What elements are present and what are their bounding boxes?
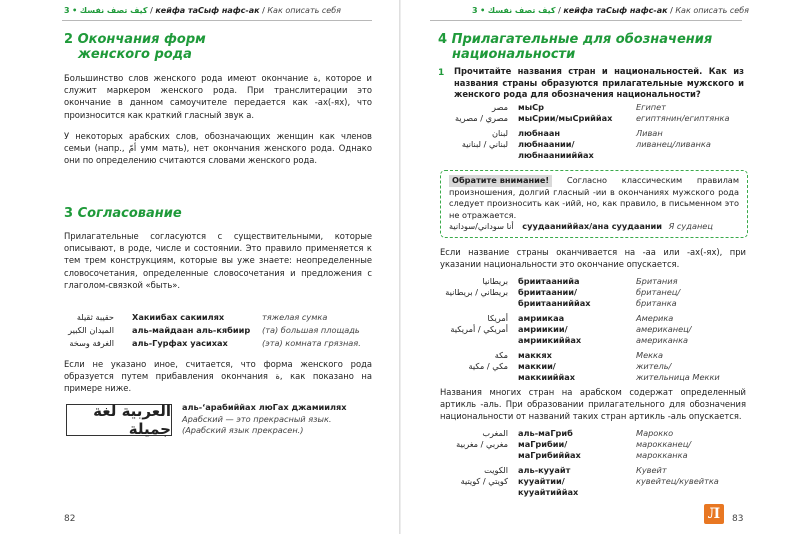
- nationality-russian-fem: британка: [636, 298, 677, 308]
- nationality-russian: ливанец/ливанка: [636, 139, 711, 149]
- paragraph-al-article: Названия многих стран на арабском содержат определенный артикль -аль. При образовании прилагательного для обозначения национальности от названий таких стран артикль -аль опускается.: [440, 387, 746, 422]
- agreement-example-row: [64, 338, 361, 349]
- nationality-translit: бриитаании/: [518, 287, 577, 297]
- running-head-russian: Как описать себя: [267, 6, 341, 15]
- country-russian: Америка: [636, 313, 674, 323]
- nationality-translit-fem: маккииййах: [518, 372, 576, 382]
- agreement-example-row: [64, 312, 328, 323]
- nationality-translit: амриикии/: [518, 324, 568, 334]
- nationality-arabic: أمريكي / أمريكية: [450, 324, 508, 334]
- calligraphy-image: [66, 404, 172, 436]
- running-head-translit: кейфа таСыф нафс-ак: [155, 6, 260, 15]
- nationality-translit: маГрибии/: [518, 439, 568, 449]
- publisher-logo: [704, 504, 724, 524]
- running-head-right: 3 • كيف تصف نفسك / кейфа таСыф нафс-ак / Как описать себя: [472, 6, 749, 15]
- country-translit: маккях: [518, 350, 552, 360]
- nationality-translit: кууайтии/: [518, 476, 565, 486]
- calligraphy-translit: аль-‘арабиййах люГах джамиилях: [182, 402, 347, 412]
- section-2-paragraph-1: Большинство слов женского рода имеют окончание ة, которое и служит маркером женского рода. При транслитерации это окончание в данном самоучителе передается как -ах(-ях), что произносится как краткий гласный звук а.: [64, 73, 372, 120]
- country-russian: Британия: [636, 276, 678, 286]
- section-2-heading: 2 Окончания форм женского рода: [64, 32, 206, 62]
- publisher-logo-letter: Л: [707, 506, 721, 522]
- nationality-russian: американец/: [636, 324, 692, 334]
- example-translit: аль-Гурфах уасихах: [132, 338, 228, 348]
- chapter-number: 3: [472, 6, 478, 15]
- exercise-instruction: Прочитайте названия стран и национальностей. Как из названия страны образуются прилагательные мужского и женского рода для обозначения национальности?: [454, 66, 744, 99]
- nationality-russian-fem: жительница Мекки: [636, 372, 720, 382]
- calligraphy-russian-2: (Арабский язык прекрасен.): [182, 425, 304, 435]
- nationality-russian: египтянин/египтянка: [636, 113, 730, 123]
- nationality-arabic: لبناني / لبنانية: [461, 139, 508, 149]
- nationality-russian: британец/: [636, 287, 681, 297]
- example-translit: аль-майдаан аль-кябиир: [132, 325, 251, 335]
- running-head-russian: Как описать себя: [675, 6, 749, 15]
- running-head-arabic: كيف تصف نفسك: [487, 6, 556, 15]
- running-head-rule: [430, 20, 742, 21]
- nationality-arabic: مكي / مكية: [468, 361, 508, 371]
- country-arabic: بريطانيا: [482, 276, 508, 286]
- running-head-rule: [62, 20, 372, 21]
- section-2-paragraph-2: У некоторых арабских слов, обозначающих женщин как членов семьи (напр., أمّ умм мать), нет окончания женского рода. Однако они по определению считаются словами женского рода.: [64, 131, 372, 166]
- section-3-heading: 3 Согласование: [64, 206, 182, 221]
- calligraphy-translation: [182, 402, 347, 437]
- note-example-translit: суудааниййах/ана суудаании: [522, 221, 663, 231]
- calligraphy-russian-1: Арабский — это прекрасный язык.: [182, 413, 332, 424]
- note-text: [449, 175, 739, 221]
- nationality-arabic: بريطاني / بريطانية: [445, 287, 508, 297]
- nationality-russian: марокканец/: [636, 439, 692, 449]
- note-example-arabic: أنا سوداني/سودانية: [449, 221, 514, 231]
- nationality-russian: житель/: [636, 361, 672, 371]
- page-number-left: 82: [64, 514, 76, 524]
- example-russian: тяжелая сумка: [262, 312, 328, 322]
- nationality-arabic: مصري / مصرية: [454, 113, 508, 123]
- country-translit: аль-маГриб: [518, 428, 573, 438]
- example-russian: (та) большая площадь: [262, 325, 360, 335]
- country-arabic: الكويت: [484, 465, 508, 475]
- running-head-translit: кейфа таСыф нафс-ак: [563, 6, 668, 15]
- paragraph-aa-ending: Если название страны оканчивается на -аа или -ах(-ях), при указании национальности это окончание опускается.: [440, 247, 746, 270]
- note-box: [440, 170, 748, 238]
- nationality-translit-fem: бриитааниййах: [518, 298, 591, 308]
- nationality-arabic: مغربي / مغربية: [456, 439, 508, 449]
- country-translit: аль-кууайт: [518, 465, 571, 475]
- country-translit: мыСр: [518, 102, 544, 112]
- nationality-translit-fem: кууайтиййах: [518, 487, 579, 497]
- country-translit: бриитаанийа: [518, 276, 580, 286]
- country-translit: любнаан: [518, 128, 561, 138]
- country-arabic: أمريكا: [487, 313, 508, 323]
- section-3-paragraph-1: Прилагательные согласуются с существительными, которые описывают, в роде, числе и состоянии. Это правило применяется к тем трем конструкциям, которые вы уже знаете: неопределенные словосочетания, определенные словосочетания и предложения с глаголом-связкой «быть».: [64, 231, 372, 290]
- example-translit: Хакиибах сакиилях: [132, 312, 225, 322]
- running-head-arabic: كيف تصف نفسك: [79, 6, 148, 15]
- section-4-heading: 4 Прилагательные для обозначения национальности: [438, 32, 713, 62]
- country-russian: Мекка: [636, 350, 664, 360]
- right-page: [400, 0, 800, 534]
- nationality-translit: мыСрии/мыСриййах: [518, 113, 613, 123]
- example-russian: (эта) комната грязная.: [262, 338, 361, 348]
- country-russian: Египет: [636, 102, 666, 112]
- country-arabic: لبنان: [492, 128, 508, 138]
- chapter-number: 3: [64, 6, 70, 15]
- example-arabic: حقيبة ثقيلة: [76, 312, 114, 322]
- nationality-translit: маккии/: [518, 361, 556, 371]
- nationality-translit-fem: любнаанииййах: [518, 150, 594, 160]
- note-example-russian: Я суданец: [668, 221, 713, 231]
- country-translit: амриикаа: [518, 313, 565, 323]
- note-example: [449, 221, 713, 232]
- exercise-number: 1: [438, 68, 445, 78]
- example-arabic: الغرفة وسخة: [69, 338, 114, 348]
- page-number-right: 83: [732, 514, 744, 524]
- calligraphy-text: العربية لغة جميلة: [93, 402, 171, 438]
- country-arabic: مكة: [494, 350, 508, 360]
- example-arabic: الميدان الكبير: [68, 325, 114, 335]
- agreement-example-row: [64, 325, 360, 336]
- country-russian: Кувейт: [636, 465, 667, 475]
- nationality-russian-fem: марокканка: [636, 450, 688, 460]
- nationality-arabic: كويتي / كويتية: [460, 476, 508, 486]
- country-russian: Ливан: [636, 128, 663, 138]
- nationality-translit-fem: амриикиййах: [518, 335, 582, 345]
- section-3-paragraph-2: Если не указано иное, считается, что форма женского рода образуется путем прибавления окончания ة, как показано на примере ниже.: [64, 359, 372, 394]
- country-arabic: مصر: [491, 102, 508, 112]
- note-title: Обратите внимание!: [449, 175, 552, 187]
- note-body: Согласно классическим правилам произношения, долгий гласный -ии в окончаниях мужского рода следует произносить как -ийй, но, как правило, в письменном это не отражается.: [449, 175, 739, 220]
- country-arabic: المغرب: [482, 428, 508, 438]
- nationality-translit-fem: маГрибиййах: [518, 450, 581, 460]
- nationality-russian: кувейтец/кувейтка: [636, 476, 719, 486]
- nationality-russian-fem: американка: [636, 335, 689, 345]
- nationality-translit: любнаании/: [518, 139, 575, 149]
- running-head-left: 3 • كيف تصف نفسك / кейфа таСыф нафс-ак / Как описать себя: [64, 6, 341, 15]
- country-russian: Марокко: [636, 428, 674, 438]
